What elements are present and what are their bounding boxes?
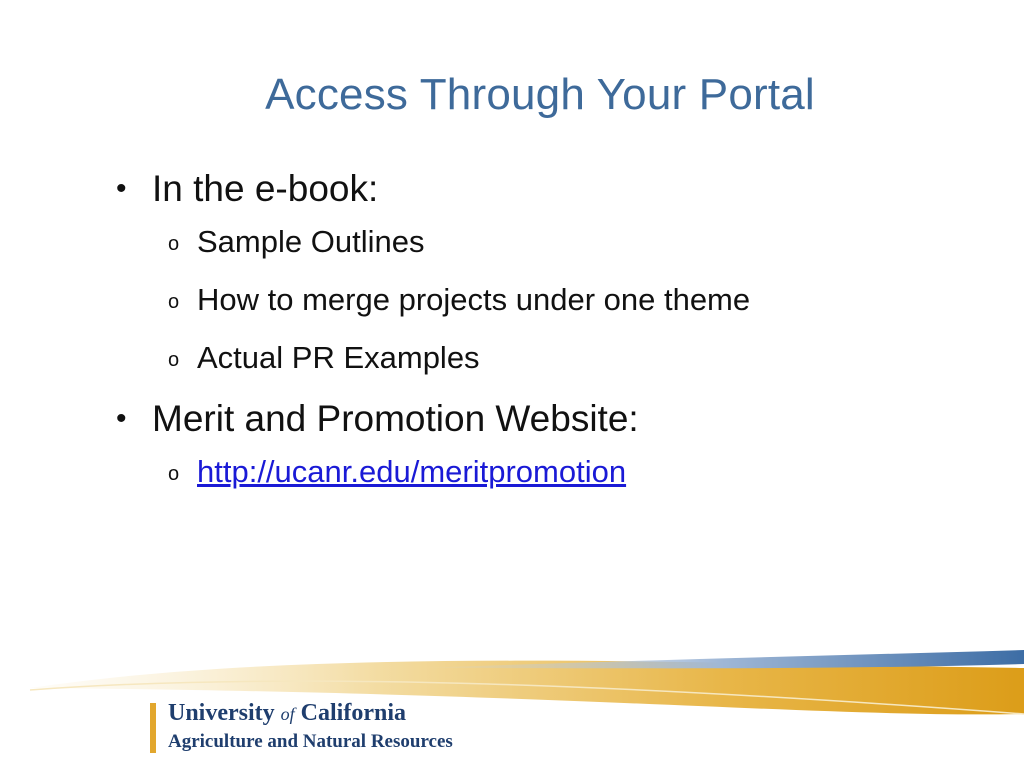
logo-gold-bar bbox=[150, 703, 156, 753]
circle-bullet-icon: o bbox=[168, 463, 180, 485]
circle-bullet-icon: o bbox=[168, 349, 180, 371]
sub-bullet-item bbox=[110, 450, 990, 494]
bullet-text: Merit and Promotion Website: bbox=[152, 398, 639, 439]
swoosh-blue-band bbox=[420, 650, 1024, 668]
bullet-item-website bbox=[110, 394, 990, 444]
slide-title: Access Through Your Portal bbox=[265, 70, 815, 119]
logo-agriculture-natural-resources: Agriculture and Natural Resources bbox=[168, 731, 453, 752]
bullet-dot-icon: • bbox=[116, 402, 127, 435]
sub-bullet-text: How to merge projects under one theme bbox=[197, 282, 751, 317]
sub-bullet-item bbox=[110, 336, 990, 380]
merit-promotion-link[interactable]: http://ucanr.edu/meritpromotion bbox=[197, 454, 627, 489]
bullet-list bbox=[110, 160, 990, 508]
bullet-dot-icon: • bbox=[116, 172, 127, 205]
sub-bullet-item bbox=[110, 278, 990, 322]
circle-bullet-icon: o bbox=[168, 233, 180, 255]
sub-bullet-text: Sample Outlines bbox=[197, 224, 425, 259]
logo-university-of-california: University of California bbox=[168, 700, 406, 726]
sub-bullet-text: Actual PR Examples bbox=[197, 340, 480, 375]
circle-bullet-icon: o bbox=[168, 291, 180, 313]
bullet-item-ebook bbox=[110, 164, 990, 214]
sub-bullet-item bbox=[110, 220, 990, 264]
bullet-text: In the e-book: bbox=[152, 168, 379, 209]
